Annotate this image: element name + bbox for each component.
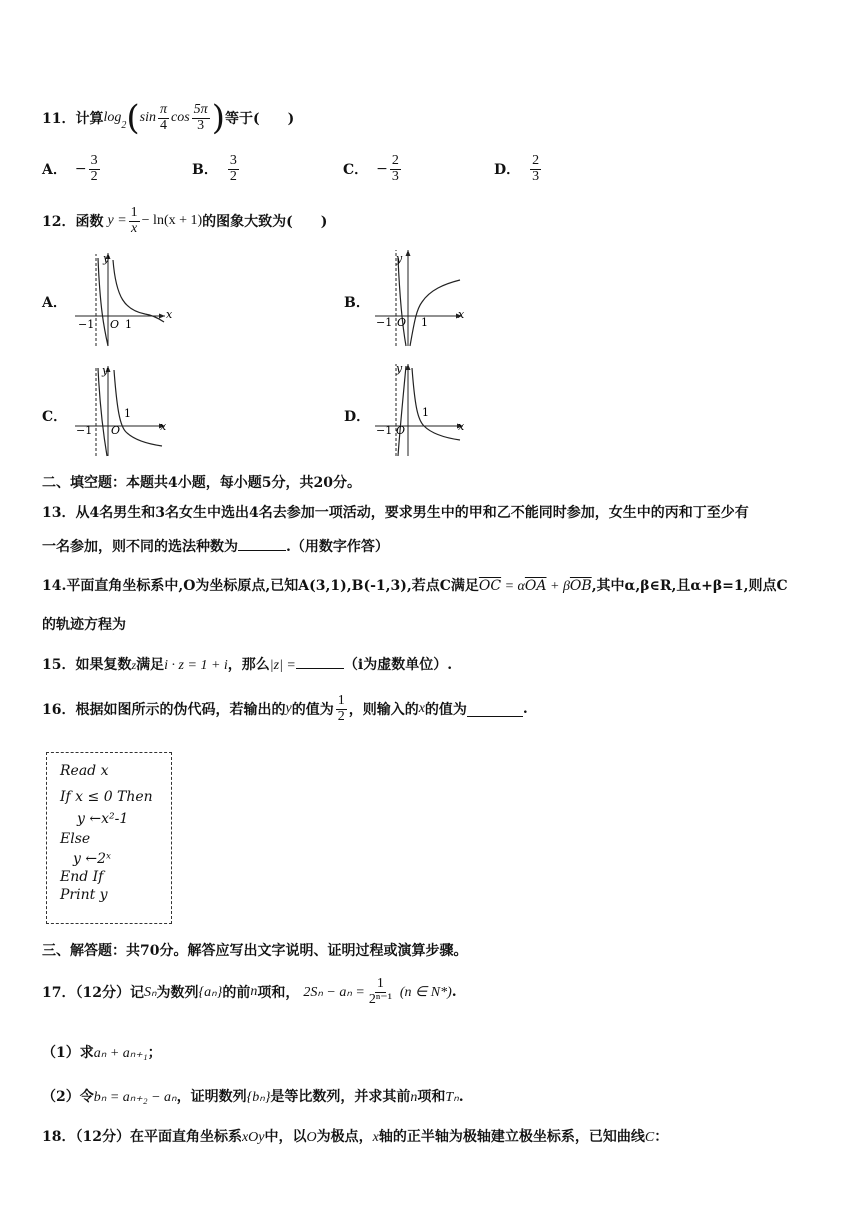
svg-text:y: y: [102, 364, 109, 377]
svg-text:1: 1: [124, 407, 131, 420]
svg-text:1: 1: [125, 318, 132, 331]
code-line-else: Else: [60, 831, 91, 847]
code-line-read: Read x: [60, 763, 109, 779]
pseudo-code-box: [46, 752, 172, 924]
q12-graph-b-label: B．: [344, 295, 370, 311]
q13-line2: 一名参加，则不同的选法种数为 .（用数字作答）: [42, 536, 389, 556]
svg-text:x: x: [160, 420, 167, 433]
q11-choice-b[interactable]: B． $\frac{3}{2}$: [192, 153, 237, 184]
q12-y-eq: y =: [107, 213, 127, 228]
svg-text:x: x: [458, 308, 465, 321]
q12-number: 12．: [42, 214, 76, 230]
code-line-if: If x ≤ 0 Then: [60, 789, 153, 805]
q12-graph-d[interactable]: [370, 358, 470, 458]
q14-line1: 14.平面直角坐标系中,O为坐标原点,已知A(3,1),B(-1,3),若点C满足$\overline{OC} = \alpha\overline{OA} + \beta\overline{OB}$,其中α,β∈R,且α+β=1,则点C: [42, 578, 788, 594]
svg-text:1: 1: [422, 406, 429, 419]
q11-choice-c[interactable]: C． − $\frac{2}{3}$: [343, 153, 399, 184]
svg-text:1: 1: [421, 316, 428, 329]
q12-graph-c-label: C．: [42, 409, 68, 425]
q11-log: log: [103, 110, 122, 125]
code-line-assign2: y ←2ˣ: [73, 851, 111, 867]
q11-frac-5pi-3: $\frac{5\pi}{3}$: [193, 101, 208, 133]
q18-stem: 18．（12分）在平面直角坐标系xOy中，以O为极点，x轴的正半轴为极轴建立极坐标系，已知曲线C：: [42, 1129, 669, 1145]
q17-part1: （1）求aₙ + aₙ₊₁；: [42, 1045, 162, 1061]
q11-frac-pi-4: $\frac{\pi}{4}$: [159, 101, 167, 133]
svg-text:O: O: [111, 424, 121, 437]
svg-text:O: O: [110, 318, 120, 331]
q16-answer-blank[interactable]: [467, 702, 523, 717]
q12-rest: − ln(x + 1): [141, 213, 203, 228]
svg-text:x: x: [458, 420, 465, 433]
section-3-heading: 三、解答题：共70分。解答应写出文字说明、证明过程或演算步骤。: [42, 943, 468, 959]
q16-stem: 16．根据如图所示的伪代码，若输出的 y 的值为 $\frac{1}{2}$ ，则输入的 x 的值为 .: [42, 692, 528, 724]
code-line-endif: End If: [60, 869, 104, 885]
q13-answer-blank[interactable]: [238, 536, 286, 551]
q11-right-paren: ): [211, 98, 225, 138]
code-line-print: Print y: [60, 887, 108, 903]
q11-left-paren: (: [126, 98, 140, 138]
q14-line2: 的轨迹方程为: [42, 617, 126, 633]
q15-answer-blank[interactable]: [296, 654, 344, 669]
q12-graph-a[interactable]: [70, 248, 180, 348]
q13-line1: 13．从4名男生和3名女生中选出4名去参加一项活动，要求男生中的甲和乙不能同时参加，女生中的丙和丁至少有: [42, 505, 749, 521]
q11-number: 11．: [42, 111, 76, 127]
q12-graph-a-label: A．: [42, 295, 67, 311]
q11-choice-a[interactable]: A． − $\frac{3}{2}$: [42, 153, 98, 184]
q12-stem: [42, 201, 327, 241]
q12-suffix: 的图象大致为( ): [202, 214, 328, 230]
q12-graph-b[interactable]: [370, 244, 470, 348]
q12-graph-d-label: D．: [344, 409, 371, 425]
q11-prefix: 计算: [75, 111, 104, 127]
q11-sin: sin: [139, 110, 156, 125]
q11-choice-d[interactable]: D． $\frac{2}{3}$: [494, 153, 540, 184]
q11-log-base: 2: [121, 119, 127, 131]
q11-stem: [42, 98, 294, 138]
q11-suffix: 等于( ): [224, 111, 295, 127]
q17-stem: 17．（12分）记 Sₙ 为数列 {aₙ} 的前 n 项和， 2Sₙ − aₙ = $\frac{1}{\text{2ⁿ⁻¹}}$ (n ∈ N*) .: [42, 975, 457, 1007]
svg-text:−1: −1: [76, 424, 93, 437]
svg-text:O: O: [396, 424, 406, 437]
svg-text:−1: −1: [376, 316, 393, 329]
q12-frac: $\frac{1}{x}$: [130, 204, 138, 236]
svg-text:y: y: [103, 252, 110, 265]
svg-text:O: O: [397, 316, 407, 329]
q12-graph-c[interactable]: [70, 360, 175, 458]
q15-stem: 15．如果复数z满足i · z = 1 + i，那么|z| = （i为虚数单位）.: [42, 654, 452, 674]
q11-cos: cos: [171, 110, 190, 125]
svg-text:y: y: [396, 252, 403, 265]
q17-part2: （2）令bₙ = aₙ₊₂ − aₙ，证明数列{bₙ}是等比数列，并求其前n项和Tₙ.: [42, 1089, 464, 1105]
svg-text:−1: −1: [78, 318, 95, 331]
svg-text:−1: −1: [376, 424, 393, 437]
svg-text:x: x: [166, 308, 173, 321]
code-line-assign1: y ←x²-1: [77, 811, 129, 827]
svg-text:y: y: [396, 362, 403, 375]
section-2-heading: 二、填空题：本题共4小题，每小题5分，共20分。: [42, 475, 361, 491]
q12-prefix: 函数: [75, 214, 104, 230]
